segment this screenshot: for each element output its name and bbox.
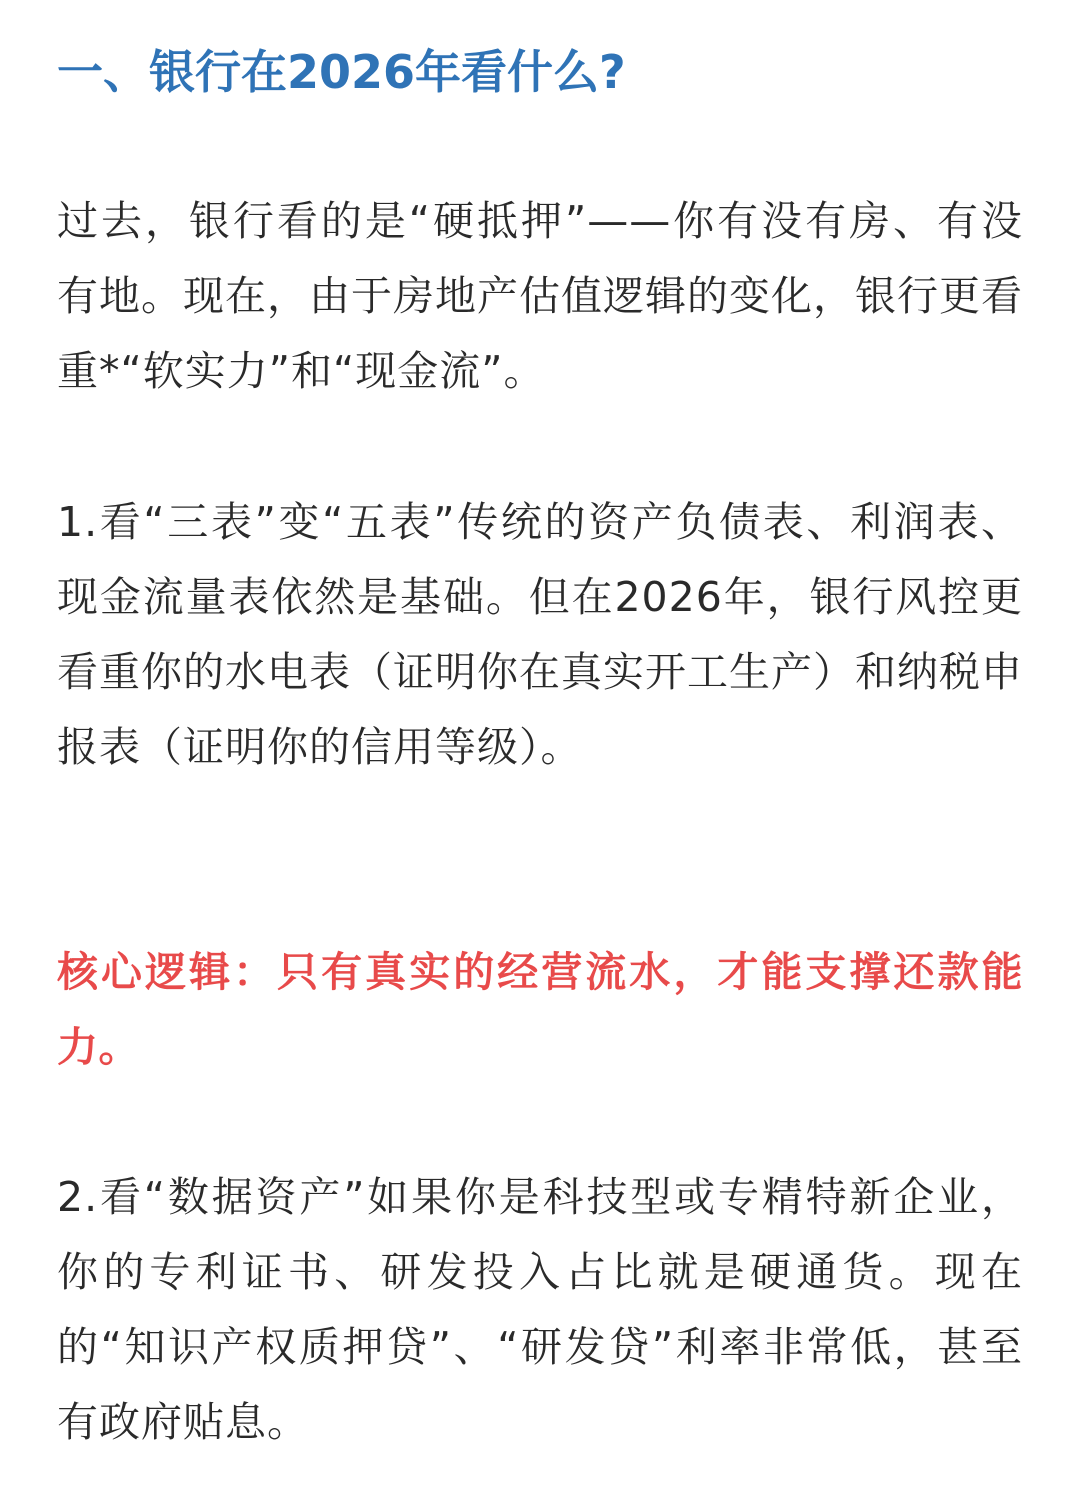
core-logic-highlight: 核心逻辑：只有真实的经营流水，才能支撑还款能力。 [57,948,1023,1071]
section-heading: 一、银行在2026年看什么? [57,45,626,99]
point-two-paragraph: 2.看“数据资产”如果你是科技型或专精特新企业，你的专利证书、研发投入占比就是硬通货。现在的“知识产权质押贷”、“研发贷”利率非常低，甚至有政府贴息。 [57,1173,1023,1446]
intro-paragraph: 过去，银行看的是“硬抵押”——你有没有房、有没有地。现在，由于房地产估值逻辑的变化，银行更看重*“软实力”和“现金流”。 [57,197,1023,395]
point-one-paragraph: 1.看“三表”变“五表”传统的资产负债表、利润表、现金流量表依然是基础。但在2026年，银行风控更看重你的水电表（证明你在真实开工生产）和纳税申报表（证明你的信用等级）。 [57,498,1023,771]
